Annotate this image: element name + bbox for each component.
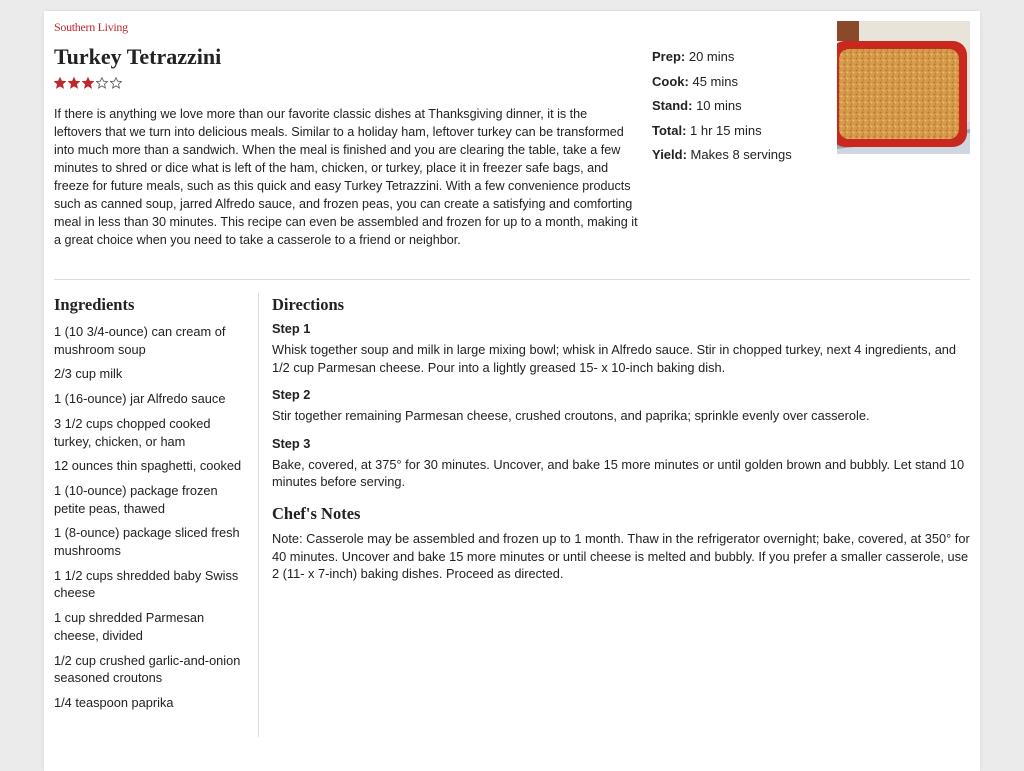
meta-stand xyxy=(652,98,792,114)
ingredient-item: 3 1/2 cups chopped cooked turkey, chicken, or ham xyxy=(54,415,211,449)
ingredient-item: 1/2 cup crushed garlic-and-onion seasoned croutons xyxy=(54,652,241,686)
ingredients-heading: Ingredients xyxy=(54,295,135,314)
meta-label: Total: xyxy=(652,122,687,138)
chefs-notes-heading: Chef's Notes xyxy=(272,503,361,523)
meta-value: 10 mins xyxy=(696,98,742,114)
recipe-photo[interactable] xyxy=(837,21,970,154)
meta-yield xyxy=(652,147,792,163)
ingredient-item: 1/4 teaspoon paprika xyxy=(54,694,174,710)
star-filled-icon xyxy=(82,77,94,89)
section-divider xyxy=(54,279,970,280)
step-label: Step 2 xyxy=(272,387,311,403)
meta-value: 45 mins xyxy=(692,73,738,89)
directions-heading: Directions xyxy=(272,295,345,314)
meta-value: Makes 8 servings xyxy=(690,147,792,163)
meta-cook xyxy=(652,74,792,90)
ingredient-item: 1 (8-ounce) package sliced fresh mushrooms xyxy=(54,525,240,559)
step-text: Whisk together soup and milk in large mixing bowl; whisk in Alfredo sauce. Stir in chopped turkey, next 4 ingredients, and 1/2 cup Parmesan cheese. Pour into a lightly greased 15- x 10-inch baking dish. xyxy=(272,342,957,375)
star-rating xyxy=(54,77,122,89)
ingredient-item: 1 1/2 cups shredded baby Swiss cheese xyxy=(54,567,239,601)
meta-prep xyxy=(652,49,792,65)
recipe-intro: If there is anything we love more than our favorite classic dishes at Thanksgiving dinner, it is the leftovers that we turn into delicious meals. Similar to a holiday ham, leftover turkey can be transformed into much more than a sandwich. When the meal is finished and you are clearing the table, take a few minutes to shred or dice what is left of the ham, chicken, or turkey, place it in freezer safe bags, and freeze for future meals, such as this quick and easy Turkey Tetrazzini. With a few convenience products such as canned soup, jarred Alfredo sauce, and frozen peas, you can create a satisfying and comforting meal in less than 30 minutes. This recipe can even be assembled and frozen for up to a month, making it a great choice when you need to take a casserole to a friend or neighbor. xyxy=(54,107,638,247)
directions-section xyxy=(272,295,972,583)
star-filled-icon xyxy=(68,77,80,89)
meta-value: 20 mins xyxy=(688,49,735,64)
direction-step xyxy=(272,436,972,491)
meta-label: Prep: xyxy=(652,49,686,64)
ingredient-item: 1 (10 3/4-ounce) can cream of mushroom soup xyxy=(54,324,226,357)
step-text: Stir together remaining Parmesan cheese, crushed croutons, and paprika; sprinkle evenly over casserole. xyxy=(272,408,870,424)
chefs-notes-text: Note: Casserole may be assembled and frozen up to 1 month. Thaw in the refrigerator overnight; bake, covered, at 350° for 40 minutes. Uncover and bake 15 more minutes or until cheese is melted and bubbly. If you prefer a smaller casserole, use 2 (11- x 7-inch) baking dishes. Proceed as directed. xyxy=(272,530,970,582)
star-empty-icon xyxy=(96,77,108,89)
brand-logo[interactable]: Southern Living xyxy=(54,20,128,34)
ingredients-list xyxy=(54,323,250,719)
meta-label: Stand: xyxy=(652,98,693,114)
step-label: Step 3 xyxy=(272,435,311,451)
ingredient-item: 2/3 cup milk xyxy=(54,366,123,382)
recipe-card xyxy=(44,11,980,771)
meta-label: Cook: xyxy=(652,73,689,89)
casserole-image xyxy=(837,21,970,154)
star-filled-icon xyxy=(54,77,66,89)
recipe-title: Turkey Tetrazzini xyxy=(54,44,222,69)
ingredient-item: 1 cup shredded Parmesan cheese, divided xyxy=(54,610,205,643)
meta-value: 1 hr 15 mins xyxy=(690,122,762,138)
direction-step xyxy=(272,387,972,425)
direction-step xyxy=(272,321,972,376)
ingredient-item: 1 (10-ounce) package frozen petite peas, thawed xyxy=(54,483,218,516)
step-label: Step 1 xyxy=(272,321,311,336)
column-divider xyxy=(258,293,259,737)
star-empty-icon xyxy=(110,77,122,89)
meta-total xyxy=(652,123,792,139)
meta-label: Yield: xyxy=(652,147,687,163)
recipe-meta xyxy=(652,49,792,172)
ingredient-item: 12 ounces thin spaghetti, cooked xyxy=(54,458,242,474)
ingredient-item: 1 (16-ounce) jar Alfredo sauce xyxy=(54,391,226,407)
step-text: Bake, covered, at 375° for 30 minutes. Uncover, and bake 15 more minutes or until golden brown and bubbly. Let stand 10 minutes before serving. xyxy=(272,456,965,490)
